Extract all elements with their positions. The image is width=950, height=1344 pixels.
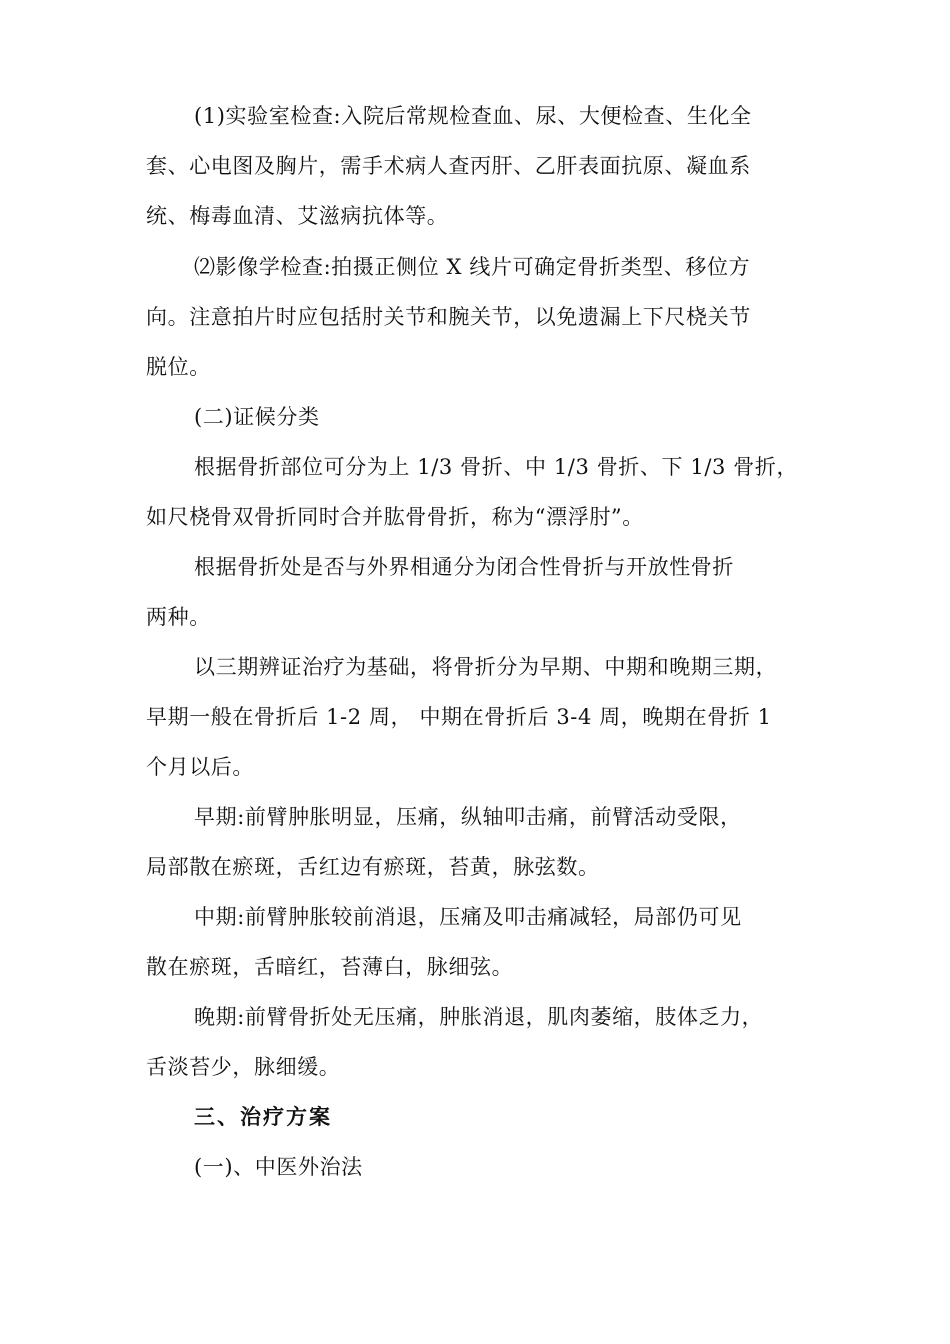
text-line: 根据骨折处是否与外界相通分为闭合性骨折与开放性骨折 xyxy=(194,555,734,579)
text-line: 个月以后。 xyxy=(146,755,254,779)
text-line: 局部散在瘀斑，舌红边有瘀斑，苔黄，脉弦数。 xyxy=(146,855,600,879)
text-line-lab-exam: (1)实验室检查:入院后常规检查血、尿、大便检查、生化全 xyxy=(194,104,752,128)
text-line: 套、心电图及胸片，需手术病人查丙肝、乙肝表面抗原、凝血系 xyxy=(146,154,751,178)
text-line: 根据骨折部位可分为上 1/3 骨折、中 1/3 骨折、下 1/3 骨折， xyxy=(194,455,799,479)
text-line: 向。注意拍片时应包括肘关节和腕关节，以免遗漏上下尺桡关节 xyxy=(146,305,751,329)
text-line-early-stage: 早期:前臂肿胀明显，压痛，纵轴叩击痛，前臂活动受限， xyxy=(194,805,742,829)
text-line: 舌淡苔少，脉细缓。 xyxy=(146,1055,341,1079)
subsection-heading-tcm-external: (一)、中医外治法 xyxy=(194,1155,363,1179)
section-heading-syndrome: (二)证候分类 xyxy=(194,405,320,429)
text-line-imaging-exam: ⑵影像学检查:拍摄正侧位 X 线片可确定骨折类型、移位方 xyxy=(194,255,751,279)
text-line: 以三期辨证治疗为基础，将骨折分为早期、中期和晚期三期， xyxy=(194,655,778,679)
text-line-middle-stage: 中期:前臂肿胀较前消退，压痛及叩击痛减轻，局部仍可见 xyxy=(194,905,742,929)
text-line: 统、梅毒血清、艾滋病抗体等。 xyxy=(146,204,449,228)
text-line: 脱位。 xyxy=(146,355,211,379)
text-line: 如尺桡骨双骨折同时合并肱骨骨折，称为“漂浮肘”。 xyxy=(146,505,644,529)
section-heading-treatment: 三、治疗方案 xyxy=(194,1104,332,1129)
text-line: 散在瘀斑，舌暗红，苔薄白，脉细弦。 xyxy=(146,955,514,979)
text-line: 早期一般在骨折后 1-2 周， 中期在骨折后 3-4 周，晚期在骨折 1 xyxy=(146,705,772,729)
text-line: 两种。 xyxy=(146,605,211,629)
text-line-late-stage: 晚期:前臂骨折处无压痛，肿胀消退，肌肉萎缩，肢体乏力， xyxy=(194,1005,764,1029)
